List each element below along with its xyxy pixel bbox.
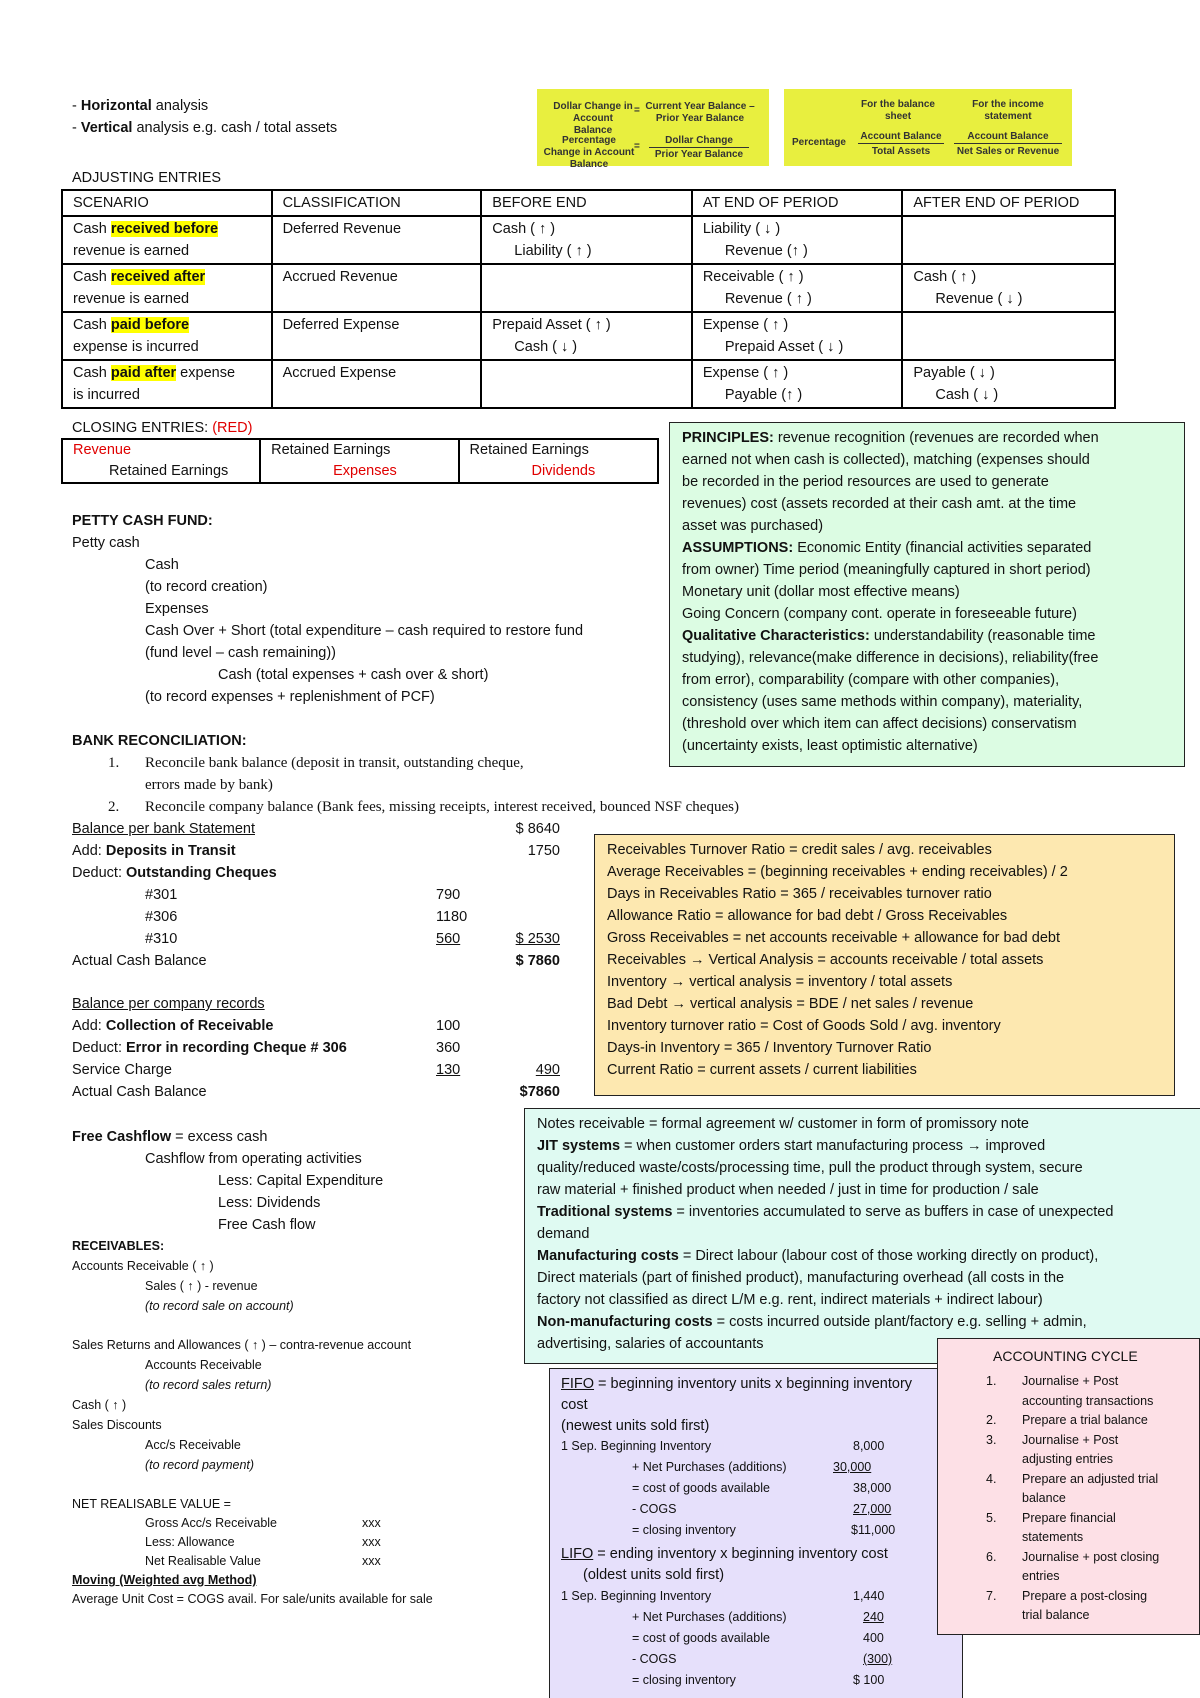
formula-lhs-2: Percentage Change in Account Balance <box>543 135 635 170</box>
receivables-line: Acc/s Receivable <box>145 1438 241 1452</box>
principles-line: consistency (uses same methods within company), materiality, <box>682 694 1083 710</box>
actual-cash-label-2: Actual Cash Balance <box>72 1084 207 1100</box>
formula-rhs-1: Current Year Balance – Prior Year Balance <box>645 101 755 124</box>
bank-item-number: 1. <box>108 755 120 771</box>
cashflow-line: Free Cash flow <box>218 1217 316 1233</box>
principles-line: (threshold over which item can affect decisions) conservatism <box>682 716 1077 732</box>
lifo-note: (oldest units sold first) <box>583 1567 725 1583</box>
principles-line: revenues) cost (assets recorded at their cash amt. at the time <box>682 496 1077 512</box>
receivables-line: Sales Discounts <box>72 1418 162 1432</box>
notes-line: Direct materials (part of finished product), manufacturing overhead (all costs in the <box>537 1270 1065 1286</box>
cycle-item: 5. Prepare financial statements <box>986 1510 1116 1544</box>
ratio-line: Days-in Inventory = 365 / Inventory Turnover Ratio <box>607 1040 932 1056</box>
fifo-row-label: - COGS <box>632 1502 677 1516</box>
table-row <box>62 216 1115 264</box>
formula-lhs-1: Dollar Change in Account Balance <box>553 101 633 136</box>
fifo-row-value: 27,000 <box>853 1502 892 1516</box>
cashflow-line: Cashflow from operating activities <box>145 1151 362 1167</box>
petty-line: Cash (total expenses + cash over & short) <box>218 667 489 683</box>
notes-line: demand <box>537 1226 590 1242</box>
formula-col-balance-sheet: For the balance sheet <box>861 99 935 122</box>
petty-line: (to record expenses + replenishment of PCF) <box>145 689 435 705</box>
after-cell <box>902 312 1115 360</box>
moving-title: Moving (Weighted avg Method) <box>72 1573 257 1587</box>
fifo-note: (newest units sold first) <box>561 1418 710 1434</box>
fifo-def: cost <box>561 1397 588 1413</box>
petty-line: Cash Over + Short (total expenditure – cash required to restore fund <box>145 623 584 639</box>
closing-table <box>61 438 659 484</box>
notes-line: quality/reduced waste/costs/processing time, pull the product through system, secure <box>537 1160 1083 1176</box>
scenario-cell: Cash received before revenue is earned <box>62 216 272 264</box>
cycle-item: 1. Journalise + Post accounting transactions <box>986 1374 1154 1408</box>
cheque-number: #310 <box>145 931 178 947</box>
after-cell: Cash ( ↑ ) Revenue ( ↓ ) <box>902 264 1115 312</box>
deductions-total: 490 <box>535 1062 560 1078</box>
cycle-item: 4. Prepare an adjusted trial balance <box>986 1471 1159 1505</box>
fifo-row-value: $11,000 <box>851 1523 896 1537</box>
ratio-line: Receivables → Vertical Analysis = accounts receivable / total assets <box>607 952 1044 968</box>
classification-cell: Deferred Revenue <box>272 216 482 264</box>
cheque-number: #301 <box>145 887 178 903</box>
at-cell: Expense ( ↑ ) Prepaid Asset ( ↓ ) <box>692 312 903 360</box>
outstanding-label: Deduct: Outstanding Cheques <box>72 865 277 881</box>
closing-cell-revenue: Revenue Retained Earnings <box>62 439 260 483</box>
lifo-row-value: (300) <box>863 1652 893 1666</box>
after-cell: Payable ( ↓ ) Cash ( ↓ ) <box>902 360 1115 408</box>
deposits-label: Add: Deposits in Transit <box>72 843 236 859</box>
principles-line: Qualitative Characteristics: understandability (reasonable time <box>682 628 1096 644</box>
lifo-row-label: + Net Purchases (additions) <box>632 1610 787 1624</box>
equals-sign: = <box>634 105 640 116</box>
lifo-row-value: 240 <box>863 1610 884 1624</box>
service-charge-label: Service Charge <box>72 1062 172 1078</box>
cycle-item: 7. Prepare a post-closing trial balance <box>986 1588 1148 1622</box>
lifo-def: LIFO = ending inventory x beginning inventory cost <box>561 1546 888 1562</box>
fifo-row-value: 30,000 <box>833 1460 872 1474</box>
cashflow-title: Free Cashflow = excess cash <box>72 1129 268 1145</box>
adjusting-title: ADJUSTING ENTRIES <box>72 170 222 186</box>
principles-line: Going Concern (company cont. operate in foreseeable future) <box>682 606 1077 622</box>
after-cell <box>902 216 1115 264</box>
ratio-line: Gross Receivables = net accounts receivable + allowance for bad debt <box>607 930 1060 946</box>
cycle-item: 2. Prepare a trial balance <box>986 1413 1148 1427</box>
notes-line: advertising, salaries of accountants <box>537 1336 764 1352</box>
ratio-line: Allowance Ratio = allowance for bad debt / Gross Receivables <box>607 908 1008 924</box>
closing-cell-dividends: Retained Earnings Dividends <box>459 439 658 483</box>
receivables-line: (to record payment) <box>145 1458 255 1472</box>
before-cell: Cash ( ↑ ) Liability ( ↑ ) <box>481 216 692 264</box>
formula-col-income-statement: For the income statement <box>972 99 1044 122</box>
formula-rhs-2-num: Dollar Change <box>649 135 749 148</box>
notes-line: raw material + finished product when needed / just in time for production / sale <box>537 1182 1039 1198</box>
principles-line: (uncertainty exists, least optimistic alternative) <box>682 738 978 754</box>
formula-percentage-label: Percentage <box>792 137 846 148</box>
formula-box-percentage <box>784 89 1072 166</box>
adjusting-table <box>61 189 1116 409</box>
nrv-value: xxx <box>362 1516 381 1530</box>
header-before-end: BEFORE END <box>481 190 692 216</box>
header-after-end: AFTER END OF PERIOD <box>902 190 1115 216</box>
principles-line: Monetary unit (dollar most effective means) <box>682 584 960 600</box>
principles-line: earned not when cash is collected), matching (expenses should <box>682 452 1090 468</box>
equals-sign: = <box>634 141 640 152</box>
lifo-row-label: = closing inventory <box>632 1673 736 1687</box>
petty-line: Expenses <box>145 601 209 617</box>
outstanding-total: $ 2530 <box>515 931 560 947</box>
at-cell: Expense ( ↑ ) Payable (↑ ) <box>692 360 903 408</box>
formula-rhs-2-den: Prior Year Balance <box>654 149 744 160</box>
actual-cash-amount: $ 7860 <box>515 953 560 969</box>
formula-box-dollar-change <box>537 89 769 170</box>
lifo-row-label: = cost of goods available <box>632 1631 770 1645</box>
ratio-line: Days in Receivables Ratio = 365 / receivables turnover ratio <box>607 886 992 902</box>
receivables-line: (to record sale on account) <box>145 1299 294 1313</box>
nrv-value: xxx <box>362 1554 381 1568</box>
before-cell <box>481 360 692 408</box>
petty-line: Petty cash <box>72 535 140 551</box>
notes-line: Non-manufacturing costs = costs incurred outside plant/factory e.g. selling + admin, <box>537 1314 1087 1330</box>
table-row <box>62 360 1115 408</box>
deposits-amount: 1750 <box>527 843 560 859</box>
ratio-line: Bad Debt → vertical analysis = BDE / net sales / revenue <box>607 996 974 1012</box>
formula-num-1: Account Balance <box>858 131 944 144</box>
ratio-line: Inventory turnover ratio = Cost of Goods Sold / avg. inventory <box>607 1018 1001 1034</box>
ratios-box <box>594 834 1175 1096</box>
intro-horizontal: - Horizontal analysis <box>72 98 209 114</box>
fifo-def: FIFO = beginning inventory units x beginning inventory <box>561 1376 913 1392</box>
header-classification: CLASSIFICATION <box>272 190 482 216</box>
bank-item: Reconcile company balance (Bank fees, missing receipts, interest received, bounced NSF cheques) <box>145 799 739 815</box>
petty-title: PETTY CASH FUND: <box>72 513 213 529</box>
principles-line: from error), comparability (compare with other companies), <box>682 672 1060 688</box>
actual-cash-amount-2: $7860 <box>519 1084 560 1100</box>
cycle-item: 6. Journalise + post closing entries <box>986 1549 1160 1583</box>
receivables-line: Accounts Receivable ( ↑ ) <box>72 1259 214 1273</box>
lifo-row-value: 400 <box>863 1631 884 1645</box>
closing-cell-expenses: Retained Earnings Expenses <box>260 439 458 483</box>
lifo-row-label: - COGS <box>632 1652 677 1666</box>
fifo-lifo-box <box>549 1368 963 1698</box>
petty-line: (fund level – cash remaining)) <box>145 645 337 661</box>
bank-item: errors made by bank) <box>145 777 273 793</box>
receivables-line: Sales Returns and Allowances ( ↑ ) – contra-revenue account <box>72 1338 412 1352</box>
notes-line: Manufacturing costs = Direct labour (labour cost of those working directly on product), <box>537 1248 1099 1264</box>
lifo-row-label: 1 Sep. Beginning Inventory <box>561 1589 712 1603</box>
cashflow-line: Less: Capital Expenditure <box>218 1173 384 1189</box>
notes-line: JIT systems = when customer orders start manufacturing process → improved <box>537 1138 1046 1154</box>
classification-cell: Deferred Expense <box>272 312 482 360</box>
notes-box <box>524 1108 1200 1364</box>
intro-vertical: - Vertical analysis e.g. cash / total assets <box>72 120 338 136</box>
bank-title: BANK RECONCILIATION: <box>72 733 247 749</box>
classification-cell: Accrued Expense <box>272 360 482 408</box>
bank-statement-label: Balance per bank Statement <box>72 821 255 837</box>
notes-line: Notes receivable = formal agreement w/ customer in form of promissory note <box>537 1116 1029 1132</box>
receivables-line: (to record sales return) <box>145 1378 272 1392</box>
fifo-row-label: + Net Purchases (additions) <box>632 1460 787 1474</box>
principles-line: ASSUMPTIONS: Economic Entity (financial activities separated <box>682 540 1092 556</box>
cashflow-line: Less: Dividends <box>218 1195 321 1211</box>
lifo-row-value: $ 100 <box>853 1673 885 1687</box>
ratio-line: Average Receivables = (beginning receivables + ending receivables) / 2 <box>607 864 1068 880</box>
cheque-amount: 790 <box>436 887 461 903</box>
cycle-title: ACCOUNTING CYCLE <box>993 1348 1138 1364</box>
bank-statement-amount: $ 8640 <box>515 821 560 837</box>
bank-item-number: 2. <box>108 799 120 815</box>
principles-box <box>669 422 1185 767</box>
company-records-label: Balance per company records <box>72 996 265 1012</box>
cheque-amount: 1180 <box>436 909 468 925</box>
fifo-row-value: 38,000 <box>853 1481 892 1495</box>
principles-line: asset was purchased) <box>682 518 824 534</box>
nrv-line: Net Realisable Value <box>145 1554 261 1568</box>
principles-line: studying), relevance(make difference in decisions), reliability(free <box>682 650 1099 666</box>
actual-cash-label: Actual Cash Balance <box>72 953 207 969</box>
formula-den-1: Total Assets <box>871 146 931 157</box>
cycle-list <box>938 1372 1188 1626</box>
principles-line: be recorded in the period resources are used to generate <box>682 474 1049 490</box>
fifo-row-label: 1 Sep. Beginning Inventory <box>561 1439 712 1453</box>
receivables-line: Cash ( ↑ ) <box>72 1398 127 1412</box>
before-cell: Prepaid Asset ( ↑ ) Cash ( ↓ ) <box>481 312 692 360</box>
moving-line: Average Unit Cost = COGS avail. For sale/units available for sale <box>72 1592 433 1606</box>
scenario-cell: Cash received after revenue is earned <box>62 264 272 312</box>
nrv-value: xxx <box>362 1535 381 1549</box>
scenario-cell: Cash paid after expense is incurred <box>62 360 272 408</box>
collection-label: Add: Collection of Receivable <box>72 1018 274 1034</box>
notes-line: Traditional systems = inventories accumulated to serve as buffers in case of unexpected <box>537 1204 1114 1220</box>
lifo-row-value: 1,440 <box>853 1589 885 1603</box>
nrv-line: Gross Acc/s Receivable <box>145 1516 277 1530</box>
classification-cell: Accrued Revenue <box>272 264 482 312</box>
nrv-line: Less: Allowance <box>145 1535 235 1549</box>
formula-num-2: Account Balance <box>954 131 1062 144</box>
bank-item: Reconcile bank balance (deposit in transit, outstanding cheque, <box>145 755 524 771</box>
error-amount: 360 <box>436 1040 461 1056</box>
at-cell: Receivable ( ↑ ) Revenue ( ↑ ) <box>692 264 903 312</box>
fifo-row-label: = closing inventory <box>632 1523 736 1537</box>
table-row <box>62 264 1115 312</box>
scenario-cell: Cash paid before expense is incurred <box>62 312 272 360</box>
before-cell <box>481 264 692 312</box>
receivables-line: Accounts Receivable <box>145 1358 262 1372</box>
petty-line: Cash <box>145 557 179 573</box>
at-cell: Liability ( ↓ ) Revenue (↑ ) <box>692 216 903 264</box>
principles-line: from owner) Time period (meaningfully captured in short period) <box>682 562 1091 578</box>
error-label: Deduct: Error in recording Cheque # 306 <box>72 1040 347 1056</box>
collection-amount: 100 <box>436 1018 461 1034</box>
petty-line: (to record creation) <box>145 579 268 595</box>
ratio-line: Current Ratio = current assets / current liabilities <box>607 1062 917 1078</box>
cycle-item: 3. Journalise + Post adjusting entries <box>986 1432 1119 1466</box>
formula-den-2: Net Sales or Revenue <box>956 146 1060 157</box>
principles-line: PRINCIPLES: revenue recognition (revenues are recorded when <box>682 430 1099 446</box>
receivables-line: Sales ( ↑ ) - revenue <box>145 1279 258 1293</box>
accounting-cycle-box <box>937 1338 1200 1635</box>
table-row <box>62 312 1115 360</box>
table-header-row <box>62 190 1115 216</box>
fifo-row-label: = cost of goods available <box>632 1481 770 1495</box>
ratio-line: Receivables Turnover Ratio = credit sales / avg. receivables <box>607 842 992 858</box>
ratio-line: Inventory → vertical analysis = inventory / total assets <box>607 974 953 990</box>
cheque-amount: 560 <box>436 931 461 947</box>
nrv-title: NET REALISABLE VALUE = <box>72 1497 231 1511</box>
receivables-title: RECEIVABLES: <box>72 1239 165 1253</box>
header-at-end: AT END OF PERIOD <box>692 190 903 216</box>
closing-title: CLOSING ENTRIES: (RED) <box>72 420 253 436</box>
service-charge-amount: 130 <box>436 1062 461 1078</box>
cheque-number: #306 <box>145 909 178 925</box>
fifo-row-value: 8,000 <box>853 1439 885 1453</box>
header-scenario: SCENARIO <box>62 190 272 216</box>
notes-line: factory not classified as direct L/M e.g. rent, indirect materials + indirect labour) <box>537 1292 1043 1308</box>
